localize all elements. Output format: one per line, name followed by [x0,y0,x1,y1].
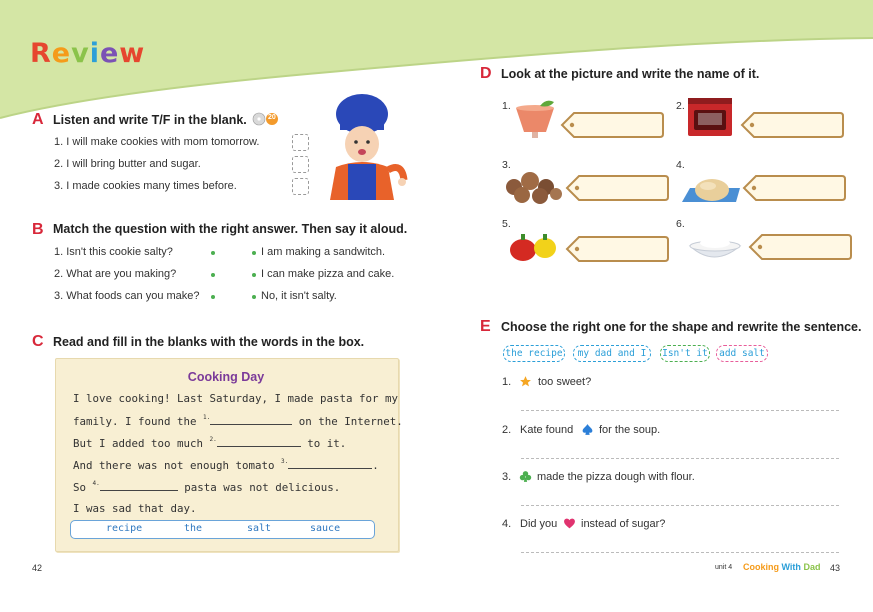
track-number: 20 [268,114,276,121]
oven-icon [684,96,748,138]
section-e-sentence-1: too sweet? [538,376,592,388]
section-e-sentence-4-start: Did you [520,518,558,530]
answer-box-3[interactable] [292,178,309,195]
section-e-num-1: 1. [502,376,512,388]
section-e-num-2: 2. [502,424,512,436]
match-dot-left-2[interactable] [211,273,215,277]
section-a-instruction: Listen and write T/F in the blank. [53,113,247,127]
section-b-answer-3: No, it isn't salty. [261,290,337,302]
section-e-sentence-4-end: instead of sugar? [581,518,666,530]
unit-title [743,562,820,572]
title-letter: w [119,38,146,69]
choice-the-recipe[interactable]: the recipe [503,345,565,362]
story-line-2-end: on the Internet. [292,415,403,428]
write-line-1[interactable] [521,410,839,411]
dough-icon [680,166,744,208]
choice-my-dad-and-i[interactable]: my dad and I [573,345,651,362]
club-icon [519,470,532,483]
word-box-item-2: the [184,523,203,534]
spade-icon [581,423,594,436]
match-dot-right-2[interactable] [252,273,256,277]
story-line-6 [73,502,197,515]
word-box-item-4: sauce [310,523,341,534]
section-b-instruction: Match the question with the right answer. Then say it aloud. [53,222,408,236]
section-b-question-2: 2. What are you making? [54,268,177,280]
word-box-item-3: salt [247,523,272,534]
blank-number-3: 3. [281,458,289,465]
story-line-6-text: I was sad that day. [73,502,197,515]
section-e-sentence-2-start: Kate found [520,424,574,436]
flour-icon [686,228,750,270]
section-a-item-2: 2. I will bring butter and sugar. [54,158,201,170]
story-line-5-text: So [73,481,93,494]
story-line-4-text: And there was not enough tomato [73,459,282,472]
section-c-instruction: Read and fill in the blanks with the words in the box. [53,335,365,349]
match-dot-right-3[interactable] [252,295,256,299]
section-d-num-4: 4. [676,159,685,171]
answer-tag-1[interactable] [560,110,664,140]
section-d-num-1: 1. [502,100,511,112]
unit-label: unit 4 [715,564,733,571]
choice-add-salt[interactable]: add salt [716,345,768,362]
blank-1[interactable] [210,414,292,425]
choice-isnt-it[interactable]: Isn't it [660,345,710,362]
title-letter: v [71,38,90,69]
section-e-num-3: 3. [502,471,512,483]
blank-number-2: 2. [209,436,217,443]
story-line-4 [73,458,379,472]
section-d-letter: D [480,65,492,82]
audio-cd-icon[interactable] [252,112,280,126]
match-dot-left-1[interactable] [211,251,215,255]
answer-tag-4[interactable] [742,173,846,203]
story-title: Cooking Day [187,370,265,384]
star-icon [519,375,532,388]
section-e-num-4: 4. [502,518,512,530]
match-dot-right-1[interactable] [252,251,256,255]
story-line-2 [73,414,403,428]
section-b-question-3: 3. What foods can you make? [54,290,200,302]
unit-title-word-1: Cooking [743,562,779,572]
word-box-item-1: recipe [106,523,143,534]
heart-icon [563,517,576,530]
blank-number-4: 4. [92,480,100,487]
unit-title-word-3: Dad [803,562,821,572]
section-e-sentence-3: made the pizza dough with flour. [537,471,695,483]
answer-box-2[interactable] [292,156,309,173]
title-letter: i [89,38,100,69]
write-line-3[interactable] [521,505,839,506]
chef-girl-image [318,92,408,200]
answer-box-1[interactable] [292,134,309,151]
section-e-instruction: Choose the right one for the shape and rewrite the sentence. [501,320,862,334]
write-line-2[interactable] [521,458,839,459]
blank-3[interactable] [288,458,372,469]
title-letter: R [30,38,52,69]
answer-tag-5[interactable] [565,234,669,264]
story-line-3-text: But I added too much [73,437,210,450]
section-b-question-1: 1. Isn't this cookie salty? [54,246,173,258]
section-b-answer-2: I can make pizza and cake. [261,268,395,280]
answer-tag-3[interactable] [565,173,669,203]
section-b-letter: B [32,221,44,238]
blank-number-1: 1. [203,414,211,421]
blank-4[interactable] [100,480,178,491]
section-c-letter: C [32,333,44,350]
section-d-num-6: 6. [676,218,685,230]
section-d-instruction: Look at the picture and write the name of it. [501,67,760,81]
page-title [30,38,145,69]
answer-tag-6[interactable] [748,232,852,262]
section-e-sentence-2-end: for the soup. [599,424,661,436]
section-b-answer-1: I am making a sandwitch. [261,246,386,258]
section-d-num-5: 5. [502,218,511,230]
match-dot-left-3[interactable] [211,295,215,299]
story-line-4-end: . [372,459,379,472]
section-d-num-2: 2. [676,100,685,112]
section-a-item-1: 1. I will make cookies with mom tomorrow. [54,136,260,148]
story-line-1 [73,392,398,405]
section-a-item-3: 3. I made cookies many times before. [54,180,237,192]
page-number-right: 43 [830,563,841,573]
blank-2[interactable] [217,436,301,447]
section-a-letter: A [32,111,44,128]
peppers-icon [505,228,569,270]
page-number-left: 42 [32,563,43,573]
mushrooms-icon [502,165,566,207]
write-line-4[interactable] [521,552,839,553]
section-e-letter: E [480,318,491,335]
story-line-3-end: to it. [300,437,347,450]
unit-title-word-2: With [781,562,801,572]
section-d-num-3: 3. [502,159,511,171]
story-line-1-text: I love cooking! Last Saturday, I made pasta for my [73,392,399,405]
title-letter: e [51,38,72,69]
story-line-2-text: family. I found the [73,415,204,428]
title-letter: e [99,38,120,69]
story-line-3 [73,436,346,450]
story-line-5 [73,480,340,494]
story-line-5-end: pasta was not delicious. [177,481,341,494]
answer-tag-2[interactable] [740,110,844,140]
